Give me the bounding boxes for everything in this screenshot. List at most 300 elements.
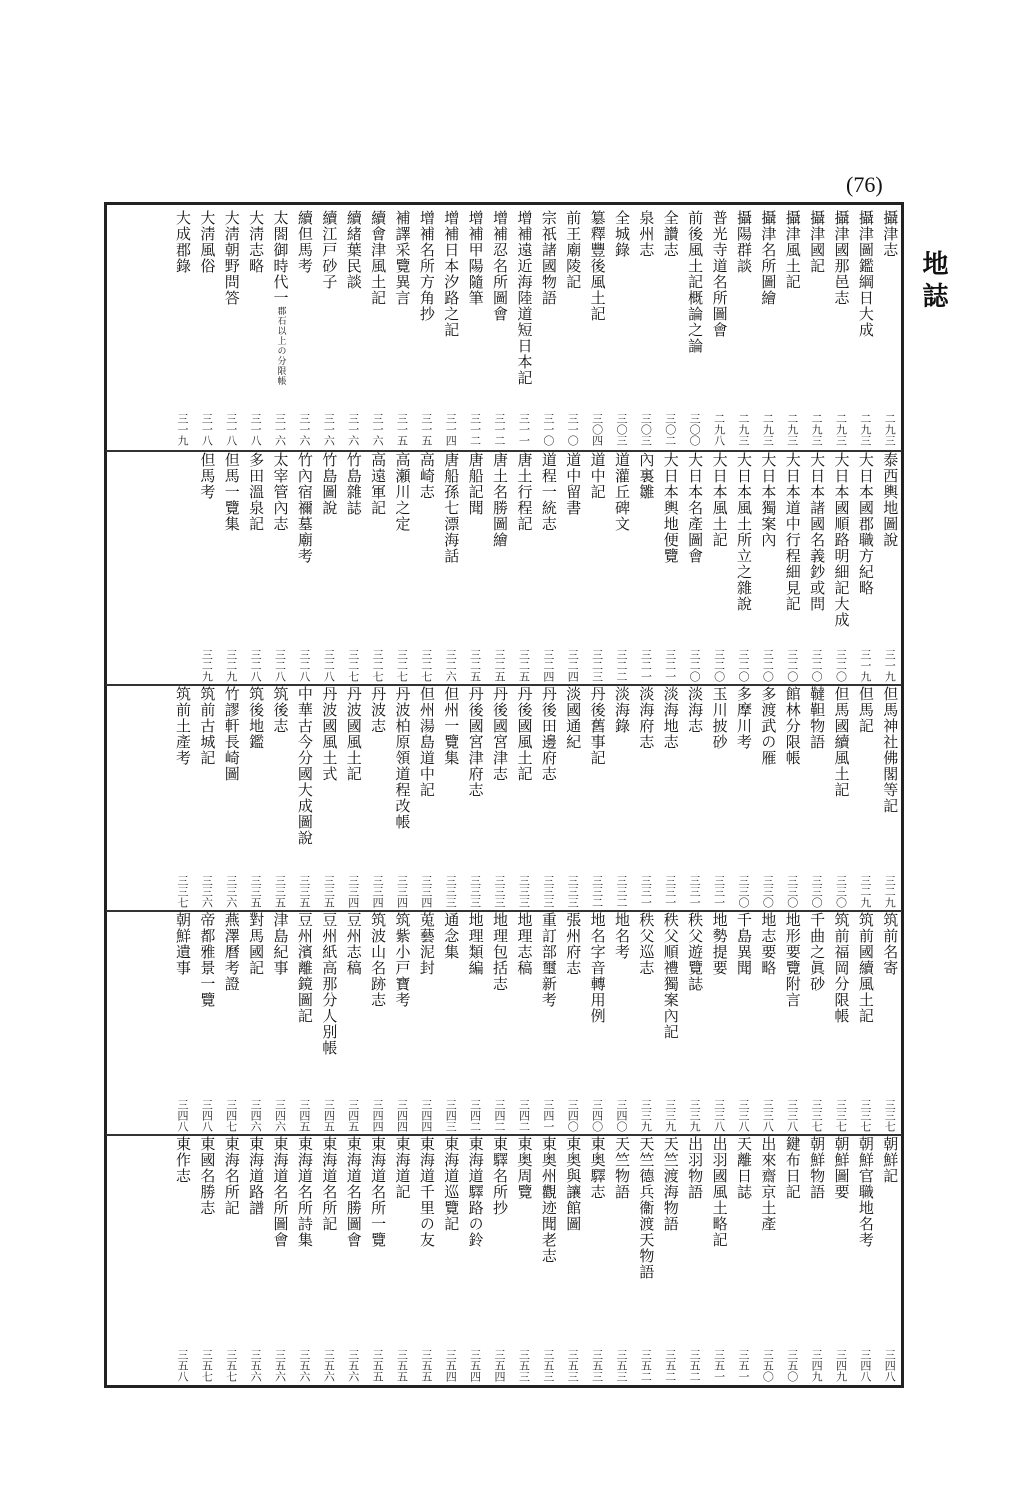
entry-page-number: 三三三 [493, 875, 507, 908]
index-entry [878, 210, 902, 446]
entry-title: 竹內宿禰墓廟考 [295, 452, 314, 564]
entry-page-number: 三二九 [224, 649, 238, 682]
index-entry [731, 686, 755, 908]
entry-page-number: 三五五 [395, 1349, 409, 1382]
index-entry [658, 912, 682, 1132]
entry-page-number: 三二〇 [688, 649, 702, 682]
index-tier-1 [106, 210, 902, 446]
entry-title: 但馬一覽集 [222, 452, 241, 532]
entry-title: 大日本國順路明細記大成 [832, 452, 851, 628]
entry-title: 天竺物語 [613, 1136, 631, 1200]
entry-page-number: 三二八 [249, 649, 263, 682]
entry-page-number: 三五六 [346, 1349, 360, 1382]
index-entry [707, 1136, 731, 1382]
index-entry [804, 452, 828, 682]
entry-title: 但州湯島道中記 [417, 686, 436, 798]
entry-title: 東國名勝志 [198, 1136, 217, 1216]
entry-title: 唐土名勝圖繪 [491, 452, 510, 548]
index-entry [609, 452, 633, 682]
entry-page-number: 三二〇 [712, 649, 726, 682]
entry-title: 東海名所記 [222, 1136, 241, 1216]
index-entry [341, 452, 365, 682]
entry-title: 東奥周覽 [515, 1136, 534, 1200]
entry-page-number: 三二〇 [785, 649, 799, 682]
entry-page-number: 三二七 [346, 649, 360, 682]
entry-page-number: 三四八 [883, 1349, 897, 1382]
index-entry [804, 210, 828, 446]
entry-page-number: 三四八 [175, 1099, 189, 1132]
index-entry [609, 1136, 633, 1382]
entry-page-number: 三二九 [858, 875, 872, 908]
entry-title: 東海道巡覽記 [442, 1136, 461, 1232]
index-entry [682, 452, 706, 682]
index-entry [780, 1136, 804, 1382]
index-entry [341, 686, 365, 908]
entry-title: 帝都雅景一覽 [198, 912, 217, 1008]
entry-title: 筑後地鑑 [247, 686, 266, 750]
entry-title: 丹波國風土記 [344, 686, 363, 782]
entry-page-number: 三四七 [224, 1099, 238, 1132]
index-entry [292, 1136, 316, 1382]
index-entry [609, 912, 633, 1132]
index-entry [707, 210, 731, 446]
entry-page-number: 三二五 [468, 649, 482, 682]
entry-page-number: 三三八 [785, 1099, 799, 1132]
entry-title: 東海道名所記 [320, 1136, 339, 1232]
entry-page-number: 三二一 [639, 649, 653, 682]
entry-title: 地理志稿 [515, 912, 534, 976]
entry-page-number: 三三三 [468, 875, 482, 908]
entry-page-number: 三二八 [297, 649, 311, 682]
entry-title: 出來齋京土產 [759, 1136, 778, 1232]
entry-page-number: 三三七 [810, 1099, 824, 1132]
entry-page-number: 三四二 [517, 1099, 531, 1132]
entry-page-number: 三三五 [297, 875, 311, 908]
index-entry [658, 686, 682, 908]
entry-page-number: 三四二 [493, 1099, 507, 1132]
entry-title: 千曲之眞砂 [808, 912, 827, 992]
entry-title: 全讚志 [661, 210, 680, 258]
entry-title: 大日本道中行程細見記 [783, 452, 802, 612]
entry-page-number: 三四六 [249, 1099, 263, 1132]
index-entry [170, 912, 194, 1132]
index-entry [195, 912, 219, 1132]
index-entry [463, 452, 487, 682]
entry-page-number: 三三七 [858, 1099, 872, 1132]
section-title: 地誌 [918, 250, 948, 314]
index-entry [170, 686, 194, 908]
entry-title: 太宰管內志 [271, 452, 290, 532]
index-entry [878, 1136, 902, 1382]
entry-title: 東海道名所詩集 [295, 1136, 314, 1248]
entry-page-number: 三五八 [175, 1349, 189, 1382]
entry-page-number: 二九八 [712, 413, 726, 446]
index-entry [414, 1136, 438, 1382]
index-entry [634, 912, 658, 1132]
index-entry [317, 912, 341, 1132]
entry-title: 攝津志 [881, 210, 900, 258]
entry-title: 豆州志稿 [344, 912, 363, 976]
entry-title: 但馬考 [198, 452, 217, 500]
index-entry [414, 452, 438, 682]
entry-page-number: 三四〇 [590, 1099, 604, 1132]
index-entry [585, 1136, 609, 1382]
entry-page-number: 三三八 [761, 1099, 775, 1132]
index-entry [463, 210, 487, 446]
index-entry [512, 452, 536, 682]
entry-title: 大日本風土記 [710, 452, 729, 548]
index-entry [536, 912, 560, 1132]
index-entry [585, 210, 609, 446]
entry-page-number: 三二〇 [810, 649, 824, 682]
index-entry [463, 1136, 487, 1382]
index-entry [268, 912, 292, 1132]
entry-page-number: 三三一 [712, 875, 726, 908]
entry-title: 淡國通紀 [564, 686, 583, 750]
index-entry [463, 686, 487, 908]
index-entry [390, 210, 414, 446]
entry-title: 鍵布日記 [783, 1136, 802, 1200]
entry-page-number: 三四五 [297, 1099, 311, 1132]
entry-page-number: 三三四 [371, 875, 385, 908]
index-entry [853, 452, 877, 682]
entry-page-number: 三二九 [200, 649, 214, 682]
index-entry [219, 686, 243, 908]
index-entry [658, 1136, 682, 1382]
entry-page-number: 三五五 [419, 1349, 433, 1382]
entry-title: 東海道名所一覽 [369, 1136, 388, 1248]
entry-title: 但州一覽集 [442, 686, 461, 766]
entry-title: 筑前國續風土記 [856, 912, 875, 1024]
entry-title: 攝津名所圖繪 [759, 210, 778, 306]
index-entry [219, 912, 243, 1132]
entry-page-number: 三五三 [517, 1349, 531, 1382]
entry-page-number: 三四〇 [566, 1099, 580, 1132]
entry-title: 高崎志 [417, 452, 436, 500]
entry-title: 地名字音轉用例 [588, 912, 607, 1024]
entry-page-number: 三三九 [688, 1099, 702, 1132]
entry-title: 大成郡錄 [173, 210, 192, 274]
index-entry [195, 686, 219, 908]
index-entry [390, 1136, 414, 1382]
entry-page-number: 二九三 [785, 413, 799, 446]
entry-title: 津島紀事 [271, 912, 290, 976]
index-entry [829, 452, 853, 682]
entry-title [273, 210, 288, 386]
entry-page-number: 三三〇 [834, 875, 848, 908]
entry-title: 增補名所方角抄 [417, 210, 436, 322]
index-entry [707, 686, 731, 908]
index-entry [609, 210, 633, 446]
index-entry [414, 210, 438, 446]
entry-page-number: 三五四 [468, 1349, 482, 1382]
entry-page-number: 三一六 [297, 413, 311, 446]
entry-title: 莵藝泥封 [417, 912, 436, 976]
entry-page-number: 三四四 [395, 1099, 409, 1132]
index-entry [731, 1136, 755, 1382]
entry-page-number: 三四八 [200, 1099, 214, 1132]
entry-title: 道灌丘碑文 [613, 452, 631, 532]
entry-title: 東海道名所圖會 [271, 1136, 290, 1248]
entry-page-number: 三三八 [712, 1099, 726, 1132]
entry-page-number: 三一四 [444, 413, 458, 446]
entry-page-number: 三五二 [663, 1349, 677, 1382]
entry-page-number: 三二八 [273, 649, 287, 682]
entry-title: 大淸志略 [247, 210, 266, 274]
entry-page-number: 三五一 [736, 1349, 750, 1382]
index-entry [804, 686, 828, 908]
entry-title: 增補遠近海陸道短日本記 [515, 210, 534, 386]
entry-title: 東作志 [173, 1136, 192, 1184]
index-entry [243, 686, 267, 908]
entry-page-number: 三一九 [858, 649, 872, 682]
entry-title: 玉川披砂 [710, 686, 729, 750]
entry-title: 淡海錄 [613, 686, 631, 734]
index-tier-2 [106, 452, 902, 682]
entry-page-number: 三三四 [419, 875, 433, 908]
index-entry [585, 686, 609, 908]
entry-page-number: 三五三 [615, 1349, 628, 1382]
index-entry [707, 912, 731, 1132]
index-entry [268, 210, 292, 446]
index-entry [756, 452, 780, 682]
entry-title: 朝鮮遺事 [173, 912, 192, 976]
entry-page-number: 三四九 [810, 1349, 824, 1382]
index-entry [536, 210, 560, 446]
index-entry [268, 686, 292, 908]
entry-title-main: 太閤御時代一 [271, 210, 290, 306]
index-entry [536, 452, 560, 682]
entry-page-number: 二九三 [736, 413, 750, 446]
entry-page-number: 三三五 [249, 875, 263, 908]
index-entry [292, 210, 316, 446]
index-entry [634, 1136, 658, 1382]
entry-page-number: 三五二 [688, 1349, 702, 1382]
index-entry [195, 452, 219, 682]
entry-title: 東驛名所抄 [491, 1136, 510, 1216]
entry-title: 筑前福岡分限帳 [832, 912, 851, 1024]
index-entry [341, 1136, 365, 1382]
entry-title: 但馬記 [856, 686, 875, 734]
entry-page-number: 二九三 [810, 413, 824, 446]
entry-page-number: 三二八 [322, 649, 336, 682]
entry-title: 道中記 [588, 452, 607, 500]
index-entry [365, 1136, 389, 1382]
index-entry [463, 912, 487, 1132]
entry-title: 續會津風土記 [369, 210, 388, 306]
index-entry [219, 1136, 243, 1382]
index-entry [878, 912, 902, 1132]
entry-title: 丹波志 [369, 686, 388, 734]
entry-page-number: 三一六 [371, 413, 385, 446]
index-entry [439, 210, 463, 446]
entry-page-number: 三五四 [444, 1349, 458, 1382]
entry-title: 丹後國宮津志 [491, 686, 510, 782]
index-entry [317, 210, 341, 446]
entry-page-number: 三四四 [419, 1099, 433, 1132]
entry-page-number: 三三三 [444, 875, 458, 908]
entry-page-number: 三一〇 [566, 413, 580, 446]
index-entry [853, 686, 877, 908]
entry-title: 東奥與讓館圖 [564, 1136, 583, 1232]
entry-title: 筑前古城記 [198, 686, 217, 766]
entry-title: 地理類編 [466, 912, 485, 976]
entry-title: 丹波柏原領道程改帳 [393, 686, 412, 830]
entry-title: 地名考 [613, 912, 631, 960]
index-entry [731, 452, 755, 682]
entry-title: 地志要略 [759, 912, 778, 976]
index-entry [195, 210, 219, 446]
entry-page-number: 三一六 [273, 413, 287, 446]
index-entry [780, 686, 804, 908]
index-entry [756, 686, 780, 908]
index-entry [292, 912, 316, 1132]
index-entry [536, 686, 560, 908]
index-entry [756, 1136, 780, 1382]
entry-page-number: 三二四 [566, 649, 580, 682]
index-entry [243, 210, 267, 446]
index-entry [439, 912, 463, 1132]
index-entry [195, 1136, 219, 1382]
index-entry [170, 1136, 194, 1382]
entry-title: 筑後志 [271, 686, 290, 734]
index-entry [390, 912, 414, 1132]
entry-page-number: 三五〇 [761, 1349, 775, 1382]
page-number: (76) [846, 172, 883, 197]
entry-title: 增補忍名所圖會 [491, 210, 510, 322]
entry-page-number: 三三五 [273, 875, 287, 908]
index-tier-3 [106, 686, 902, 908]
entry-page-number: 三一九 [883, 649, 897, 682]
entry-title: 天離日誌 [734, 1136, 753, 1200]
entry-page-number: 三二五 [517, 649, 531, 682]
entry-page-number: 三五六 [322, 1349, 336, 1382]
entry-title: 竹島雜誌 [344, 452, 363, 516]
entry-page-number: 三三五 [322, 875, 336, 908]
entry-page-number: 三三一 [663, 875, 677, 908]
entry-title: 筑波山名跡志 [369, 912, 388, 1008]
index-entry [487, 686, 511, 908]
entry-page-number: 三五六 [249, 1349, 263, 1382]
index-tier-4 [106, 912, 902, 1132]
entry-title: 東海道路譜 [247, 1136, 266, 1216]
index-entry [414, 686, 438, 908]
entry-page-number: 三五六 [297, 1349, 311, 1382]
entry-page-number: 三三四 [346, 875, 360, 908]
entry-page-number: 三四五 [346, 1099, 360, 1132]
entry-page-number: 三三二 [590, 875, 604, 908]
entry-title: 高遠軍記 [369, 452, 388, 516]
index-entry [853, 210, 877, 446]
index-entry [341, 210, 365, 446]
entry-page-number: 三三三 [517, 875, 531, 908]
entry-title: 東海道千里の友 [417, 1136, 436, 1248]
entry-title: 豆州濱離鏡圖記 [295, 912, 314, 1024]
index-entry [292, 686, 316, 908]
entry-page-number: 三五五 [371, 1349, 385, 1382]
entry-page-number: 三三〇 [785, 875, 799, 908]
index-entry [292, 452, 316, 682]
entry-title: 竹島圖說 [320, 452, 339, 516]
entry-page-number: 三三七 [883, 1099, 897, 1132]
entry-title: 大日本輿地便覽 [661, 452, 680, 564]
index-entry [487, 210, 511, 446]
entry-title: 地形要覽附言 [783, 912, 802, 1008]
index-entry [682, 210, 706, 446]
entry-page-number: 三四六 [273, 1099, 287, 1132]
entry-page-number: 三五三 [590, 1349, 604, 1382]
entry-title: 多田溫泉記 [247, 452, 266, 532]
entry-page-number: 三三二 [615, 875, 628, 908]
index-entry [390, 452, 414, 682]
index-entry [829, 210, 853, 446]
entry-page-number: 三二七 [395, 649, 409, 682]
entry-title: 淡海志 [686, 686, 705, 734]
entry-title: 丹後田邊府志 [539, 686, 558, 782]
entry-page-number: 三一八 [249, 413, 263, 446]
entry-title: 大日本獨案內 [759, 452, 778, 548]
entry-page-number: 三一八 [224, 413, 238, 446]
index-entry [268, 1136, 292, 1382]
entry-title: 丹波國風土式 [320, 686, 339, 782]
entry-page-number: 三二〇 [736, 649, 750, 682]
index-entry [634, 452, 658, 682]
entry-title: 朝鮮物語 [808, 1136, 827, 1200]
entry-page-number: 三五七 [224, 1349, 238, 1382]
entry-title: 泉州志 [637, 210, 656, 258]
entry-page-number: 三〇三 [639, 413, 653, 446]
index-entry [756, 210, 780, 446]
index-entry [804, 1136, 828, 1382]
index-entry [439, 452, 463, 682]
entry-title: 秩父遊覽誌 [686, 912, 705, 992]
entry-title: 通念集 [442, 912, 461, 960]
entry-page-number: 三一八 [200, 413, 214, 446]
entry-title: 前王廟陵記 [564, 210, 583, 290]
entry-page-number: 三三〇 [736, 875, 750, 908]
entry-title: 東海道名勝圖會 [344, 1136, 363, 1248]
entry-title: 東奥州觀迹聞老志 [539, 1136, 558, 1264]
entry-title: 對馬國記 [247, 912, 266, 976]
entry-title: 大日本名產圖會 [686, 452, 705, 564]
index-entry [512, 912, 536, 1132]
entry-title: 攝津國記 [808, 210, 827, 274]
entry-page-number: 二九三 [834, 413, 848, 446]
entry-page-number: 三三一 [688, 875, 702, 908]
entry-title: 全城錄 [613, 210, 631, 258]
entry-page-number: 三〇三 [615, 413, 628, 446]
entry-title: 高瀬川之定 [393, 452, 412, 532]
entry-page-number: 三三三 [541, 875, 555, 908]
index-entry [561, 686, 585, 908]
entry-page-number: 三三九 [663, 1099, 677, 1132]
entry-title: 朝鮮圖要 [832, 1136, 851, 1200]
index-entry [365, 210, 389, 446]
entry-title: 宗祇諸國物語 [539, 210, 558, 306]
entry-title: 補譯采覽異言 [393, 210, 412, 306]
entry-page-number: 三二四 [541, 649, 555, 682]
entry-title: 攝津圖鑑綱日大成 [856, 210, 875, 338]
index-entry [682, 686, 706, 908]
entry-title: 燕澤曆考證 [222, 912, 241, 992]
index-entry [512, 686, 536, 908]
entry-title: 中華古今分國大成圖說 [295, 686, 314, 846]
entry-title: 大日本國郡職方紀略 [856, 452, 875, 596]
entry-page-number: 三三六 [224, 875, 238, 908]
entry-page-number: 三五六 [273, 1349, 287, 1382]
entry-title: 出羽物語 [686, 1136, 705, 1200]
entry-page-number: 三五四 [493, 1349, 507, 1382]
